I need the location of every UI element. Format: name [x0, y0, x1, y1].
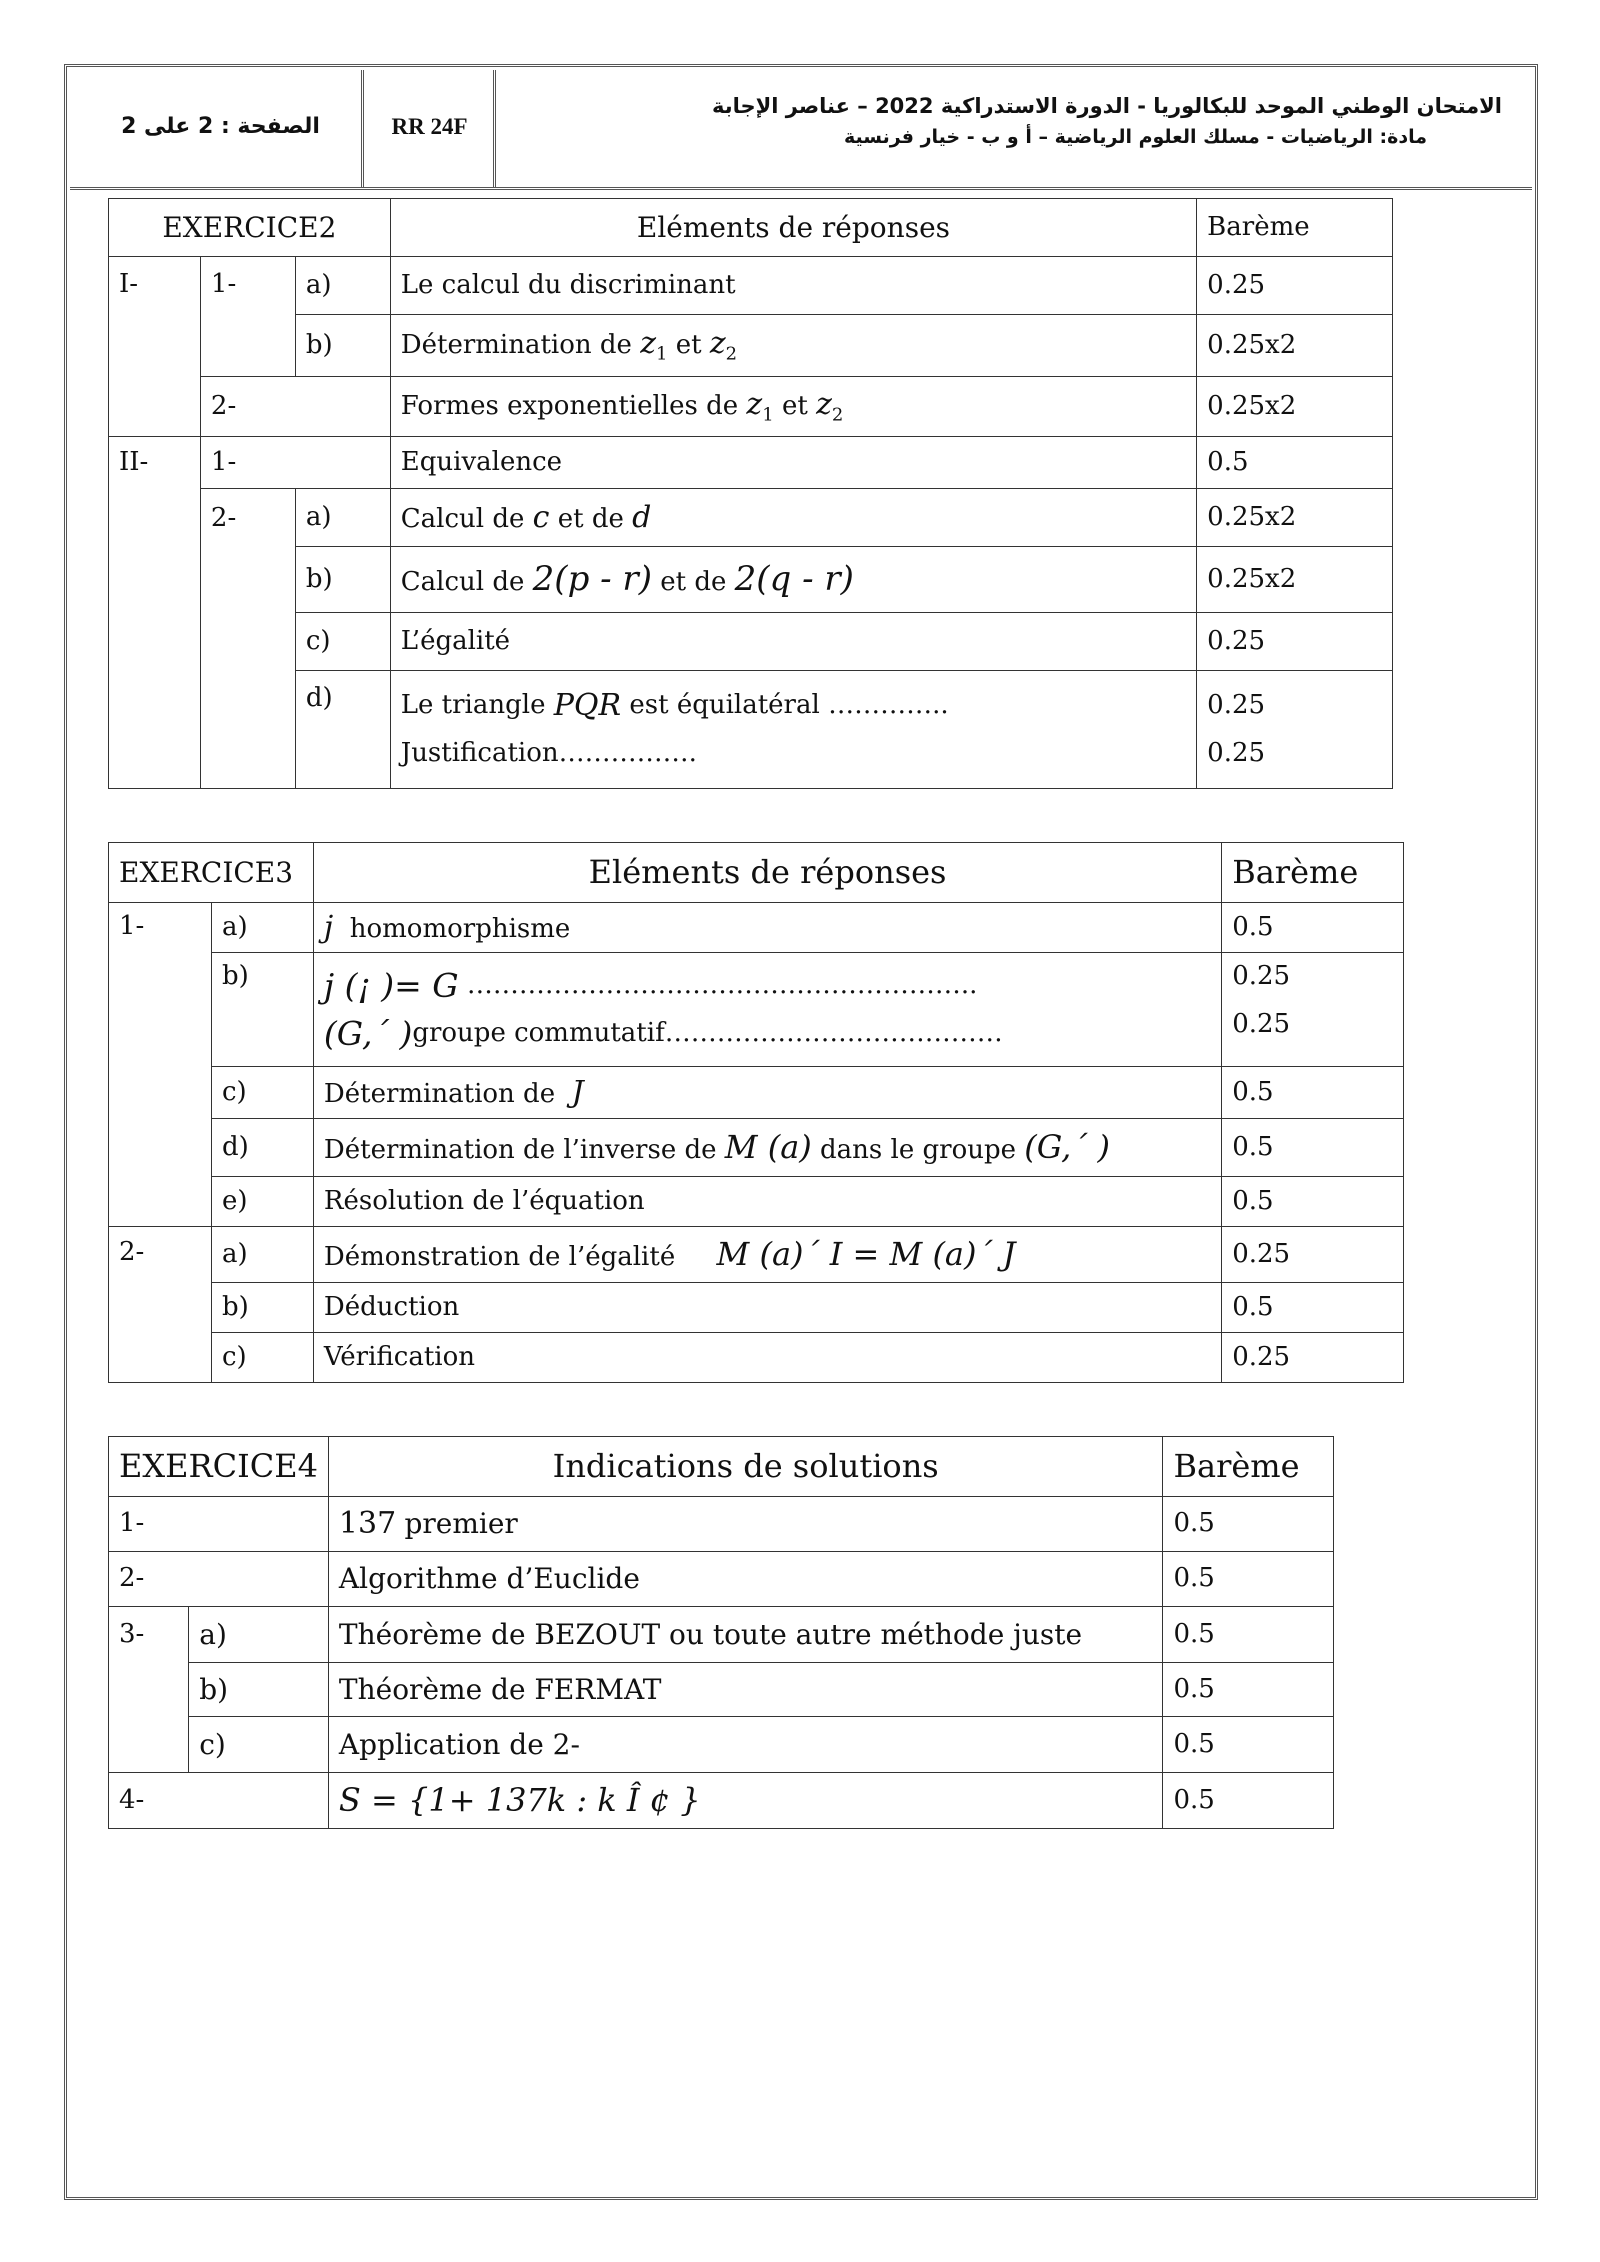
exercise-title: EXERCICE4: [109, 1437, 329, 1497]
math-symbol: z: [640, 326, 657, 362]
table-row: [109, 377, 1393, 437]
score: 0.5: [1222, 1283, 1404, 1333]
question-number: 1-: [200, 437, 390, 489]
answer-line: [401, 730, 1186, 778]
answer-text: Démonstration de l’égalité: [323, 1242, 676, 1273]
answer-line: [324, 962, 1211, 1010]
table-row: [109, 671, 1393, 789]
answer-element: [313, 1227, 1221, 1283]
score: 0.5: [1163, 1607, 1334, 1663]
answer-element: [313, 903, 1221, 953]
answer-text: Calcul de: [400, 503, 525, 534]
score: 0.5: [1163, 1773, 1334, 1829]
math-expression: d: [632, 499, 652, 535]
score: [1222, 953, 1404, 1067]
table-row: [109, 953, 1404, 1067]
table-header-row: [109, 1437, 1334, 1497]
table-row: [109, 257, 1393, 315]
score: 0.5: [1197, 437, 1393, 489]
score-line: 0.25: [1232, 961, 1291, 992]
page-header: [70, 70, 1532, 190]
sub-question: b): [295, 547, 390, 613]
column-header-elements: Eléments de réponses: [390, 199, 1196, 257]
exam-subject: مادة: الرياضيات - مسلك العلوم الرياضية – أ و ب - خيار فرنسية: [843, 126, 1427, 148]
answer-element: Déduction: [313, 1283, 1221, 1333]
sub-question: d): [295, 671, 390, 789]
sub-question: c): [295, 613, 390, 671]
table-row: [109, 547, 1393, 613]
math-expression: [746, 387, 774, 426]
score: 0.25: [1197, 257, 1393, 315]
question-number: 1-: [109, 1497, 329, 1552]
answer-text: Le triangle: [400, 689, 546, 720]
math-subscript: 1: [656, 343, 668, 365]
score: 0.5: [1163, 1497, 1334, 1552]
table-row: [109, 1663, 1334, 1717]
answer-element: [390, 671, 1196, 789]
math-expression: [709, 326, 738, 365]
table-row: [109, 613, 1393, 671]
score: 0.5: [1163, 1717, 1334, 1773]
answer-element: [390, 377, 1196, 437]
column-header-elements: Indications de solutions: [328, 1437, 1163, 1497]
page-number-cell: [70, 70, 364, 187]
answer-element: [390, 315, 1196, 377]
math-expression: [816, 387, 844, 426]
answer-element: [328, 1773, 1163, 1829]
question-number: 2-: [200, 377, 390, 437]
answer-text: et: [781, 391, 808, 422]
sub-question: b): [295, 315, 390, 377]
table-row: [109, 1177, 1404, 1227]
sub-question: a): [211, 1227, 313, 1283]
sub-question: a): [189, 1607, 329, 1663]
math-expression: j: [323, 909, 334, 945]
answer-text: et: [675, 330, 702, 361]
math-expression: M (a)´ I = M (a)´ J: [716, 1235, 1016, 1274]
answer-text: Justification…………….: [400, 737, 697, 768]
answer-element: [390, 547, 1196, 613]
math-expression: c: [532, 499, 550, 535]
sub-question: e): [211, 1177, 313, 1227]
exam-title: الامتحان الوطني الموحد للبكالوريا - الدورة الاستدراكية 2022 – عناصر الإجابة: [711, 94, 1502, 118]
part-label: II-: [109, 437, 201, 789]
sub-question: a): [295, 489, 390, 547]
score-line: 0.25: [1207, 689, 1266, 720]
table-row: [109, 1283, 1404, 1333]
math-subscript: 2: [725, 343, 738, 365]
table-header-row: [109, 843, 1404, 903]
score: 0.25x2: [1197, 377, 1393, 437]
sub-question: c): [211, 1333, 313, 1383]
question-number: 3-: [109, 1607, 189, 1773]
table-row: [109, 1227, 1404, 1283]
column-header-bareme: Barème: [1222, 843, 1404, 903]
math-expression: PQR: [553, 687, 622, 723]
table-row: [109, 1552, 1334, 1607]
question-number: 2-: [200, 489, 295, 789]
math-symbol: z: [746, 387, 763, 423]
answer-text: dans le groupe: [820, 1135, 1016, 1166]
answer-element: [328, 1497, 1163, 1552]
score: 0.5: [1222, 1119, 1404, 1177]
answer-element: [313, 953, 1221, 1067]
exam-title-cell: [498, 70, 1532, 187]
answer-text: Détermination de: [323, 1078, 556, 1109]
table-header-row: [109, 199, 1393, 257]
sub-question: d): [211, 1119, 313, 1177]
math-symbol: z: [816, 387, 832, 423]
answer-element: L’égalité: [390, 613, 1196, 671]
score: 0.25: [1222, 1227, 1404, 1283]
table-row: [109, 1119, 1404, 1177]
column-header-bareme: Barème: [1163, 1437, 1334, 1497]
score: 0.5: [1222, 1067, 1404, 1119]
sub-question: b): [211, 953, 313, 1067]
table-row: [109, 1333, 1404, 1383]
score: 0.5: [1222, 903, 1404, 953]
answer-text: Détermination de l’inverse de: [323, 1135, 717, 1166]
exercise2-table: [108, 198, 1393, 789]
sub-question: a): [295, 257, 390, 315]
answer-line: [401, 682, 1186, 730]
answer-element: Vérification: [313, 1333, 1221, 1383]
math-expression: (G,´ ): [1024, 1128, 1110, 1167]
answer-element: [313, 1067, 1221, 1119]
math-expression: 2(q - r): [734, 559, 854, 600]
math-expression: S = {1+ 137k : k Î ¢ }: [338, 1781, 701, 1820]
exam-code-cell: [366, 70, 496, 187]
question-number: 2-: [109, 1552, 329, 1607]
sub-question: b): [211, 1283, 313, 1333]
score: 0.25: [1197, 613, 1393, 671]
score-line: 0.25: [1232, 1009, 1291, 1040]
math-expression: j (¡ )= G: [323, 965, 459, 1005]
exercise3-table: [108, 842, 1404, 1383]
math-subscript: 1: [762, 404, 774, 426]
table-row: [109, 1717, 1334, 1773]
answer-element: [313, 1119, 1221, 1177]
answer-text: Formes exponentielles de: [400, 391, 739, 422]
answer-text: groupe commutatif…………………………………: [412, 1017, 1003, 1048]
score: 0.5: [1222, 1177, 1404, 1227]
answer-element: Résolution de l’équation: [313, 1177, 1221, 1227]
math-expression: (G,´ ): [323, 1013, 413, 1053]
answer-element: Algorithme d’Euclide: [328, 1552, 1163, 1607]
math-expression: M (a): [724, 1128, 812, 1167]
exercise-title: EXERCICE2: [109, 199, 391, 257]
score: 0.25x2: [1197, 547, 1393, 613]
score: [1197, 671, 1393, 789]
part-label: I-: [109, 257, 201, 437]
math-symbol: z: [709, 326, 726, 362]
table-row: [109, 1067, 1404, 1119]
answer-text: est équilatéral …………..: [629, 689, 949, 720]
score: 0.5: [1163, 1663, 1334, 1717]
answer-text: Calcul de: [400, 567, 525, 598]
score-line: 0.25: [1207, 737, 1266, 768]
answer-element: Le calcul du discriminant: [390, 257, 1196, 315]
sub-question: c): [211, 1067, 313, 1119]
math-expression: 2(p - r): [532, 559, 652, 600]
table-row: [109, 489, 1393, 547]
question-number: 1-: [109, 903, 212, 1227]
question-number: 2-: [109, 1227, 212, 1383]
math-subscript: 2: [831, 404, 844, 426]
table-row: [109, 1773, 1334, 1829]
score: 0.25: [1222, 1333, 1404, 1383]
answer-element: Application de 2-: [328, 1717, 1163, 1773]
math-expression: 137: [338, 1506, 397, 1541]
score: 0.25x2: [1197, 489, 1393, 547]
score: 0.5: [1163, 1552, 1334, 1607]
answer-element: Théorème de BEZOUT ou toute autre méthode juste: [328, 1607, 1163, 1663]
exam-code: RR 24F: [391, 114, 468, 139]
table-row: [109, 437, 1393, 489]
score: 0.25x2: [1197, 315, 1393, 377]
column-header-bareme: Barème: [1197, 199, 1393, 257]
answer-text: premier: [404, 1507, 518, 1540]
math-expression: J: [571, 1074, 584, 1110]
table-row: [109, 903, 1404, 953]
sub-question: a): [211, 903, 313, 953]
page-number: الصفحة : 2 على 2: [121, 114, 320, 139]
answer-text: et de: [557, 503, 624, 534]
sub-question: b): [189, 1663, 329, 1717]
table-row: [109, 1607, 1334, 1663]
exercise-title: EXERCICE3: [109, 843, 314, 903]
answer-line: [324, 1010, 1211, 1058]
table-row: [109, 1497, 1334, 1552]
answer-text: et de: [660, 567, 727, 598]
column-header-elements: Eléments de réponses: [313, 843, 1221, 903]
answer-element: Equivalence: [390, 437, 1196, 489]
answer-element: [390, 489, 1196, 547]
answer-element: Théorème de FERMAT: [328, 1663, 1163, 1717]
answer-text: homomorphisme: [349, 913, 571, 944]
exercise4-table: [108, 1436, 1334, 1829]
answer-text: …………………………………………………..: [466, 969, 978, 1000]
question-number: 4-: [109, 1773, 329, 1829]
question-number: 1-: [200, 257, 295, 377]
table-row: [109, 315, 1393, 377]
math-expression: [640, 326, 668, 365]
sub-question: c): [189, 1717, 329, 1773]
answer-text: Détermination de: [400, 330, 632, 361]
